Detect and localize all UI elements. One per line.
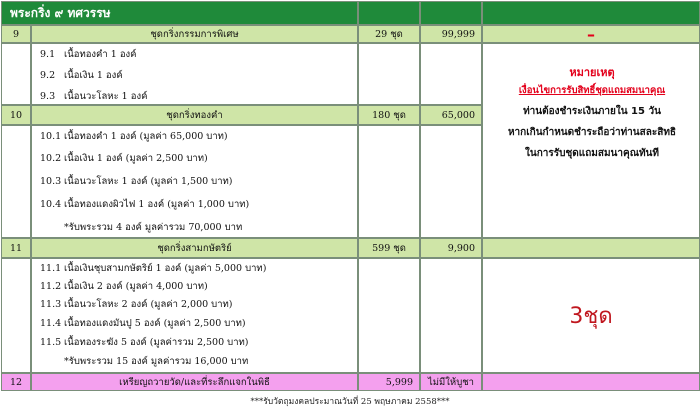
note-line-3: ในการรับชุดแถมสมนาคุณทันที [525, 148, 659, 159]
row-10-price: 65,000 [420, 105, 482, 125]
row-11-qty: 599 ชุด [358, 238, 420, 258]
row-11-body-price [420, 258, 482, 373]
row-11-5-no: 11.5 [40, 337, 62, 348]
row-11-3-text: เนื้อนวะโลหะ 2 องค์ (มูลค่า 2,000 บาท) [64, 299, 233, 310]
row-9-2-text: เนื้อเงิน 1 องค์ [64, 70, 123, 81]
note-title: หมายเหตุ [569, 66, 615, 79]
row-12-name: เหรียญถวายวัด/และที่ระลึกแจกในพิธี [31, 373, 358, 391]
row-10-body-price [420, 125, 482, 238]
row-9-2-no: 9.2 [40, 70, 56, 81]
row-12-number: 12 [1, 373, 31, 391]
footer-note: ***รับวัตถุมงคลประมาณวันที่ 25 พฤษภาคม 2558*** [250, 397, 450, 407]
row-11-2-text: เนื้อเงิน 2 องค์ (มูลค่า 4,000 บาท) [64, 281, 208, 292]
row-9-3-no: 9.3 [40, 91, 56, 102]
row-9-qty: 29 ชุด [358, 25, 420, 43]
row-11-4-no: 11.4 [40, 318, 62, 329]
row-10-name: ชุดกริ่งทองคำ [31, 105, 358, 125]
row-9-1-no: 9.1 [40, 49, 56, 60]
header-col-qty [358, 1, 420, 25]
row-11-2-no: 11.2 [40, 281, 62, 292]
row-11-note-cell [482, 238, 700, 258]
row-11-body-no [1, 258, 31, 373]
note-line-1: ท่านต้องชำระเงินภายใน 15 วัน [523, 106, 661, 117]
row-10-qty: 180 ชุด [358, 105, 420, 125]
row-11-price: 9,900 [420, 238, 482, 258]
row-11-total: *รับพระรวม 15 องค์ มูลค่ารวม 16,000 บาท [64, 356, 249, 367]
row-10-items [31, 125, 358, 238]
row-11-name: ชุดกริ่งสามกษัตริย์ [31, 238, 358, 258]
row-9-body-price [420, 43, 482, 105]
row-10-2-no: 10.2 [40, 153, 62, 164]
row-10-3-text: เนื้อนวะโลหะ 1 องค์ (มูลค่า 1,500 บาท) [64, 176, 233, 187]
row-10-1-no: 10.1 [40, 131, 62, 142]
row-10-body-no [1, 125, 31, 238]
row-9-price: 99,999 [420, 25, 482, 43]
conditions-note [482, 43, 700, 238]
row-10-4-no: 10.4 [40, 199, 62, 210]
row-10-total: *รับพระรวม 4 องค์ มูลค่ารวม 70,000 บาท [64, 222, 243, 233]
row-10-body-qty [358, 125, 420, 238]
row-11-4-text: เนื้อทองแดงมันปู 5 องค์ (มูลค่า 2,500 บาท) [64, 318, 246, 329]
row-11-number: 11 [1, 238, 31, 258]
row-9-1-text: เนื้อทองคำ 1 องค์ [64, 49, 137, 60]
header-col-price [420, 1, 482, 25]
row-11-items [31, 258, 358, 373]
row-12-qty: 5,999 [358, 373, 420, 391]
row-9-body-no [1, 43, 31, 105]
row-9-note: – [482, 25, 700, 43]
row-9-3-text: เนื้อนวะโลหะ 1 องค์ [64, 91, 148, 102]
row-9-name: ชุดกริ่งกรรมการพิเศษ [31, 25, 358, 43]
row-11-1-no: 11.1 [40, 263, 62, 274]
note-line-2: หากเกินกำหนดชำระถือว่าท่านสละสิทธิ [507, 127, 677, 138]
note-subtitle: เงื่อนไขการรับสิทธิ์ชุดแถมสมนาคุณ [518, 85, 666, 96]
row-10-1-text: เนื้อทองคำ 1 องค์ (มูลค่า 65,000 บาท) [64, 131, 228, 142]
row-10-4-text: เนื้อทองแดงผิวไฟ 1 องค์ (มูลค่า 1,000 บาท) [64, 199, 250, 210]
row-11-body-qty [358, 258, 420, 373]
row-11-1-text: เนื้อเงินชุบสามกษัตริย์ 1 องค์ (มูลค่า 5,000 บาท) [64, 263, 267, 274]
row-9-number: 9 [1, 25, 31, 43]
row-9-body-qty [358, 43, 420, 105]
row-11-3-no: 11.3 [40, 299, 62, 310]
row-12-note-cell [482, 373, 700, 391]
row-11-note-count: 3ชุด [482, 258, 700, 373]
row-9-items [31, 43, 358, 105]
table-header-title: พระกริ่ง ๙ ทศวรรษ [1, 1, 358, 25]
row-10-3-no: 10.3 [40, 176, 62, 187]
row-11-5-text: เนื้อทองระฆัง 5 องค์ (มูลค่ารวม 2,500 บาท) [64, 337, 249, 348]
header-col-note [482, 1, 700, 25]
row-12-price: ไม่มีให้บูชา [420, 373, 482, 391]
row-10-number: 10 [1, 105, 31, 125]
row-10-2-text: เนื้อเงิน 1 องค์ (มูลค่า 2,500 บาท) [64, 153, 208, 164]
